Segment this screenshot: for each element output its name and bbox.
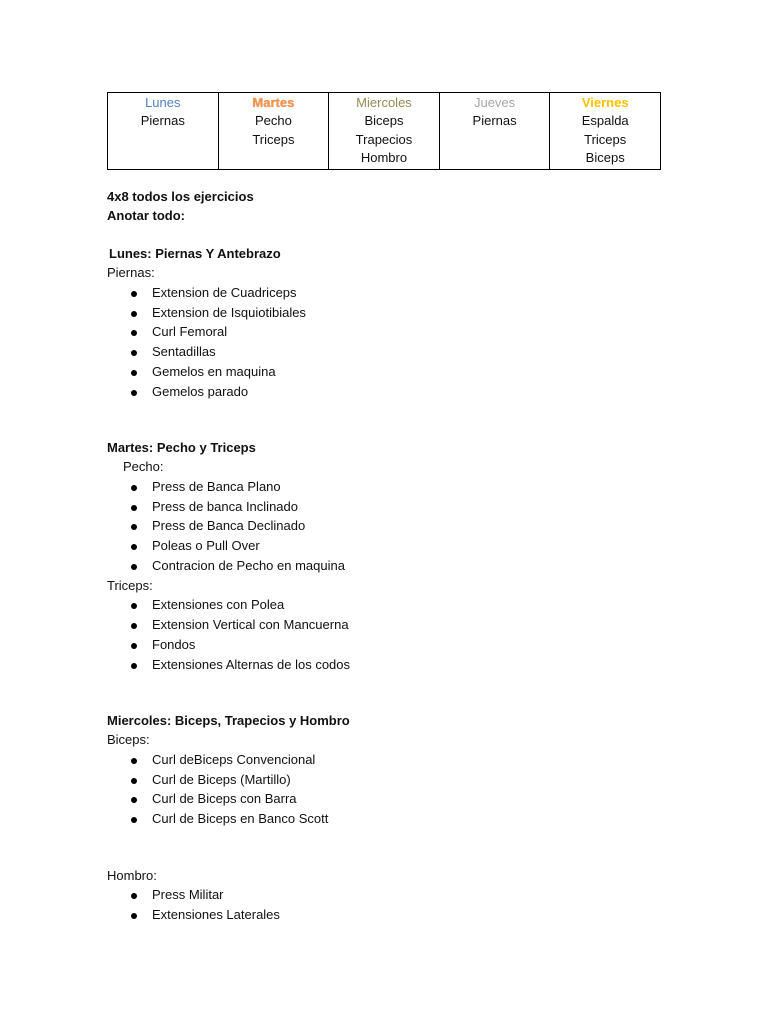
muscle-label: Triceps — [252, 131, 295, 147]
list-item: Gemelos en maquina — [107, 362, 306, 382]
muscles-cell-lunes — [108, 112, 219, 170]
bullet-icon — [131, 623, 137, 629]
bullet-icon — [131, 913, 137, 919]
list-item: Contracion de Pecho en maquina — [107, 556, 350, 576]
bullet-icon — [131, 758, 137, 764]
section-heading-miercoles: Miercoles: Biceps, Trapecios y Hombro — [107, 713, 350, 728]
bullet-icon — [131, 564, 137, 570]
list-item: Extension de Cuadriceps — [107, 283, 306, 303]
schedule-header-row — [108, 93, 661, 113]
day-header-lunes: Lunes — [108, 93, 219, 113]
exercise-list-biceps — [107, 750, 350, 829]
list-item: Press de banca Inclinado — [107, 497, 350, 517]
bullet-icon — [131, 485, 137, 491]
muscles-cell-martes — [218, 112, 329, 170]
list-item: Sentadillas — [107, 342, 306, 362]
list-item: Extensiones con Polea — [107, 595, 350, 615]
exercise-list-hombro — [107, 885, 280, 925]
exercise-list-pecho — [107, 477, 350, 576]
muscle-label: Trapecios — [355, 131, 413, 147]
section-lunes — [107, 244, 306, 402]
group-label-biceps: Biceps: — [107, 732, 150, 748]
list-item: Poleas o Pull Over — [107, 536, 350, 556]
list-item: Curl de Biceps con Barra — [107, 789, 350, 809]
muscles-cell-miercoles — [329, 112, 440, 170]
day-header-martes: Martes — [218, 93, 329, 113]
bullet-icon — [131, 390, 137, 396]
weekly-schedule-table — [107, 92, 661, 170]
bullet-icon — [131, 643, 137, 649]
bullet-icon — [131, 291, 137, 297]
bullet-icon — [131, 544, 137, 550]
day-header-miercoles: Miercoles — [329, 93, 440, 113]
list-item: Press de Banca Plano — [107, 477, 350, 497]
section-heading-martes: Martes: Pecho y Triceps — [107, 440, 256, 455]
list-item: Curl de Biceps (Martillo) — [107, 770, 350, 790]
list-item: Extension de Isquiotibiales — [107, 303, 306, 323]
list-item: Extension Vertical con Mancuerna — [107, 615, 350, 635]
section-hombro — [107, 866, 280, 925]
list-item: Curl Femoral — [107, 322, 306, 342]
group-label-triceps: Triceps: — [107, 577, 153, 593]
intro-note-line: Anotar todo: — [107, 208, 185, 224]
muscle-label: Espalda — [581, 113, 629, 128]
bullet-icon — [131, 370, 137, 376]
bullet-icon — [131, 524, 137, 530]
bullet-icon — [131, 603, 137, 609]
intro-sets-line: 4x8 todos los ejercicios — [107, 189, 254, 204]
list-item: Fondos — [107, 635, 350, 655]
bullet-icon — [131, 330, 137, 336]
day-header-jueves: Jueves — [439, 93, 550, 113]
muscle-label: Biceps — [364, 113, 404, 128]
muscle-label: Piernas — [472, 113, 517, 128]
bullet-icon — [131, 663, 137, 669]
bullet-icon — [131, 350, 137, 356]
muscle-label: Pecho — [254, 113, 292, 128]
section-martes — [107, 438, 350, 674]
section-miercoles — [107, 711, 350, 829]
muscles-cell-jueves — [439, 112, 550, 170]
list-item: Press de Banca Declinado — [107, 516, 350, 536]
muscle-label: Biceps — [585, 150, 625, 165]
bullet-icon — [131, 817, 137, 823]
group-label-pecho: Pecho: — [123, 459, 164, 475]
bullet-icon — [131, 778, 137, 784]
list-item: Curl deBiceps Convencional — [107, 750, 350, 770]
group-label-hombro: Hombro: — [107, 868, 157, 883]
list-item: Press Militar — [107, 885, 280, 905]
list-item: Gemelos parado — [107, 382, 306, 402]
list-item: Extensiones Laterales — [107, 905, 280, 925]
list-item: Curl de Biceps en Banco Scott — [107, 809, 350, 829]
exercise-list-piernas — [107, 283, 306, 402]
intro-block — [107, 187, 254, 226]
bullet-icon — [131, 505, 137, 511]
bullet-icon — [131, 893, 137, 899]
bullet-icon — [131, 311, 137, 317]
section-heading-lunes: Lunes: Piernas Y Antebrazo — [109, 246, 281, 261]
muscle-label: Triceps — [584, 131, 627, 147]
muscles-cell-viernes — [550, 112, 661, 170]
list-item: Extensiones Alternas de los codos — [107, 655, 350, 675]
group-label-piernas: Piernas: — [107, 265, 155, 281]
day-header-viernes: Viernes — [550, 93, 661, 113]
muscle-label: Piernas — [140, 113, 185, 128]
exercise-list-triceps — [107, 595, 350, 674]
bullet-icon — [131, 797, 137, 803]
schedule-muscles-row — [108, 112, 661, 170]
muscle-label: Hombro — [360, 150, 408, 165]
